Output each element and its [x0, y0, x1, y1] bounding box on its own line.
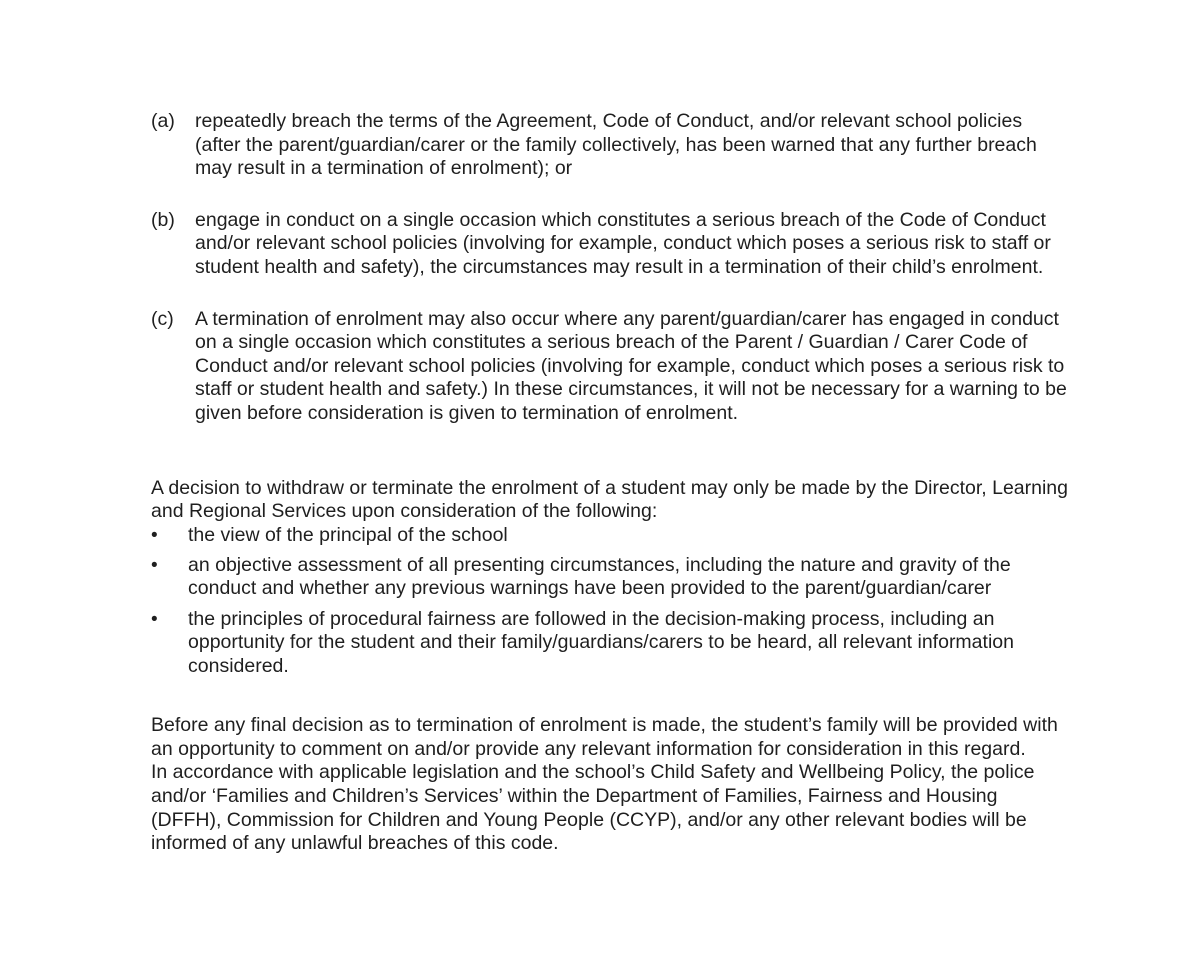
bullet-icon: • — [151, 554, 158, 576]
list-item-text: the view of the principal of the school — [188, 523, 508, 546]
clause-a — [151, 110, 1071, 181]
clause-c-label: (c) — [151, 307, 174, 330]
before-final-decision-paragraph: Before any final decision as to termination of enrolment is made, the student’s family will be provided with an opportunity to comment on and/or provide any relevant information for consideration in this regard. — [151, 714, 1058, 760]
legislation-paragraph: In accordance with applicable legislation and the school’s Child Safety and Wellbeing Policy, the police and/or ‘Families and Children’s Services’ within the Department of Families, Fairness and Housing (DFFH), Commission for Children and Young People (CCYP), and/or any other relevant bodies will be informed of any unlawful breaches of this code. — [151, 761, 1035, 855]
clause-a-text: repeatedly breach the terms of the Agreement, Code of Conduct, and/or relevant school policies (after the parent/guardian/carer or the family collectively, has been warned that any further breach may result in a termination of enrolment); or — [195, 110, 1037, 180]
list-item — [151, 554, 1071, 601]
bullet-icon: • — [151, 524, 158, 546]
document-page — [151, 110, 1071, 856]
clause-b-text: engage in conduct on a single occasion which constitutes a serious breach of the Code of Conduct and/or relevant school policies (involving for example, conduct which poses a serious risk to staff or student health and safety), the circumstances may result in a termination of their child’s enrolment. — [195, 208, 1051, 278]
list-item — [151, 524, 1071, 548]
clause-c — [151, 308, 1071, 426]
clause-c-text: A termination of enrolment may also occur where any parent/guardian/carer has engaged in conduct on a single occasion which constitutes a serious breach of the Parent / Guardian / Carer Code of Conduct and/or relevant school policies (involving for example, conduct which poses a serious risk to staff or student health and safety.) In these circumstances, it will not be necessary for a warning to be given before consideration is given to termination of enrolment. — [195, 307, 1067, 424]
clause-b-label: (b) — [151, 208, 175, 231]
list-item-text: an objective assessment of all presenting circumstances, including the nature and gravity of the conduct and whether any previous warnings have been provided to the parent/guardian/carer — [188, 553, 1011, 600]
list-item — [151, 608, 1071, 679]
clause-a-label: (a) — [151, 110, 175, 132]
decision-intro-paragraph: A decision to withdraw or terminate the enrolment of a student may only be made by the Director, Learning and Regional Services upon consideration of the following: — [151, 476, 1068, 523]
bullet-icon: • — [151, 608, 158, 630]
list-item-text: the principles of procedural fairness are followed in the decision-making process, including an opportunity for the student and their family/guardians/carers to be heard, all relevant information considered. — [188, 607, 1014, 677]
clause-b — [151, 209, 1071, 280]
consideration-list — [151, 524, 1071, 679]
